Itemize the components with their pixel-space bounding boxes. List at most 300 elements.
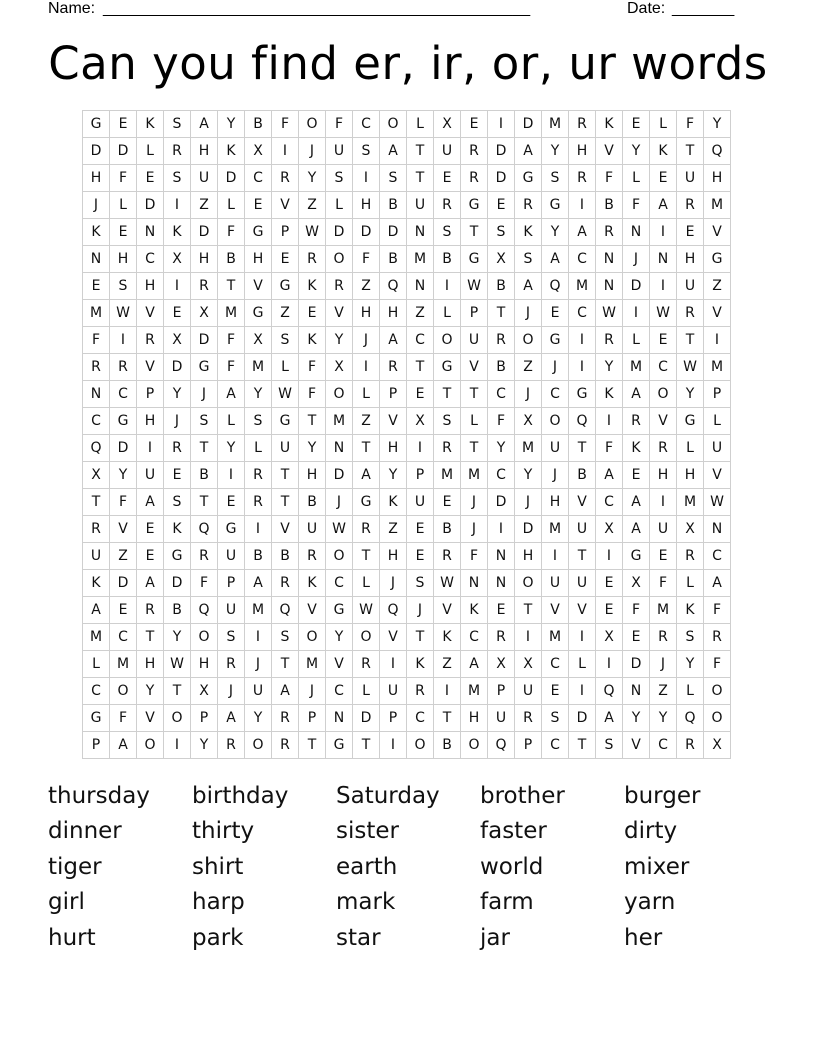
grid-cell[interactable]: M <box>83 624 110 651</box>
grid-cell[interactable]: I <box>434 678 461 705</box>
grid-cell[interactable]: D <box>515 111 542 138</box>
grid-cell[interactable]: X <box>596 624 623 651</box>
grid-cell[interactable]: O <box>110 678 137 705</box>
grid-cell[interactable]: X <box>326 354 353 381</box>
grid-cell[interactable]: U <box>218 543 245 570</box>
grid-cell[interactable]: O <box>299 111 326 138</box>
grid-cell[interactable]: S <box>272 624 299 651</box>
grid-cell[interactable]: C <box>83 678 110 705</box>
grid-cell[interactable]: V <box>704 219 731 246</box>
grid-cell[interactable]: M <box>542 516 569 543</box>
grid-cell[interactable]: R <box>650 435 677 462</box>
grid-cell[interactable]: I <box>596 408 623 435</box>
grid-cell[interactable]: P <box>137 381 164 408</box>
grid-cell[interactable]: Y <box>542 138 569 165</box>
grid-cell[interactable]: L <box>353 570 380 597</box>
grid-cell[interactable]: T <box>434 381 461 408</box>
grid-cell[interactable]: P <box>488 678 515 705</box>
grid-cell[interactable]: R <box>137 327 164 354</box>
grid-cell[interactable]: N <box>623 219 650 246</box>
grid-cell[interactable]: R <box>569 111 596 138</box>
grid-cell[interactable]: J <box>326 489 353 516</box>
grid-cell[interactable]: S <box>515 246 542 273</box>
grid-cell[interactable]: R <box>650 624 677 651</box>
grid-cell[interactable]: H <box>569 138 596 165</box>
grid-cell[interactable]: Z <box>272 300 299 327</box>
grid-cell[interactable]: I <box>164 273 191 300</box>
grid-cell[interactable]: J <box>407 597 434 624</box>
grid-cell[interactable]: E <box>407 543 434 570</box>
grid-cell[interactable]: W <box>596 300 623 327</box>
grid-cell[interactable]: Q <box>677 705 704 732</box>
grid-cell[interactable]: L <box>245 435 272 462</box>
grid-cell[interactable]: L <box>353 678 380 705</box>
grid-cell[interactable]: E <box>542 300 569 327</box>
grid-cell[interactable]: X <box>515 408 542 435</box>
grid-cell[interactable]: L <box>677 678 704 705</box>
grid-cell[interactable]: V <box>137 300 164 327</box>
grid-cell[interactable]: U <box>299 516 326 543</box>
grid-cell[interactable]: C <box>542 381 569 408</box>
grid-cell[interactable]: M <box>83 300 110 327</box>
grid-cell[interactable]: L <box>677 435 704 462</box>
grid-cell[interactable]: H <box>704 165 731 192</box>
grid-cell[interactable]: Y <box>704 111 731 138</box>
grid-cell[interactable]: A <box>596 462 623 489</box>
grid-cell[interactable]: B <box>434 246 461 273</box>
grid-cell[interactable]: V <box>272 516 299 543</box>
grid-cell[interactable]: U <box>515 678 542 705</box>
grid-cell[interactable]: Z <box>353 408 380 435</box>
grid-cell[interactable]: E <box>407 381 434 408</box>
grid-cell[interactable]: N <box>461 570 488 597</box>
grid-cell[interactable]: S <box>164 111 191 138</box>
grid-cell[interactable]: G <box>272 273 299 300</box>
grid-cell[interactable]: K <box>677 597 704 624</box>
grid-cell[interactable]: R <box>218 732 245 759</box>
grid-cell[interactable]: I <box>137 435 164 462</box>
grid-cell[interactable]: R <box>704 624 731 651</box>
grid-cell[interactable]: Y <box>677 651 704 678</box>
grid-cell[interactable]: S <box>191 408 218 435</box>
grid-cell[interactable]: L <box>461 408 488 435</box>
grid-cell[interactable]: T <box>515 597 542 624</box>
grid-cell[interactable]: H <box>380 543 407 570</box>
grid-cell[interactable]: B <box>245 111 272 138</box>
grid-cell[interactable]: I <box>569 624 596 651</box>
grid-cell[interactable]: I <box>488 516 515 543</box>
grid-cell[interactable]: H <box>677 246 704 273</box>
grid-cell[interactable]: Y <box>218 435 245 462</box>
grid-cell[interactable]: C <box>569 246 596 273</box>
grid-cell[interactable]: C <box>353 111 380 138</box>
grid-cell[interactable]: S <box>380 165 407 192</box>
grid-cell[interactable]: L <box>623 327 650 354</box>
grid-cell[interactable]: K <box>515 219 542 246</box>
grid-cell[interactable]: G <box>704 246 731 273</box>
grid-cell[interactable]: D <box>164 354 191 381</box>
grid-cell[interactable]: D <box>623 651 650 678</box>
grid-cell[interactable]: F <box>623 192 650 219</box>
grid-cell[interactable]: Y <box>299 165 326 192</box>
grid-cell[interactable]: D <box>137 192 164 219</box>
grid-cell[interactable]: E <box>488 192 515 219</box>
grid-cell[interactable]: D <box>110 570 137 597</box>
grid-cell[interactable]: C <box>137 246 164 273</box>
grid-cell[interactable]: G <box>245 300 272 327</box>
grid-cell[interactable]: B <box>380 192 407 219</box>
grid-cell[interactable]: Y <box>110 462 137 489</box>
grid-cell[interactable]: I <box>569 678 596 705</box>
grid-cell[interactable]: R <box>569 165 596 192</box>
grid-cell[interactable]: Y <box>623 705 650 732</box>
grid-cell[interactable]: K <box>299 327 326 354</box>
grid-cell[interactable]: F <box>110 165 137 192</box>
grid-cell[interactable]: I <box>272 138 299 165</box>
grid-cell[interactable]: M <box>245 354 272 381</box>
grid-cell[interactable]: R <box>299 543 326 570</box>
grid-cell[interactable]: M <box>434 462 461 489</box>
grid-cell[interactable]: T <box>272 462 299 489</box>
grid-cell[interactable]: L <box>569 651 596 678</box>
grid-cell[interactable]: L <box>83 651 110 678</box>
grid-cell[interactable]: T <box>353 732 380 759</box>
grid-cell[interactable]: O <box>704 705 731 732</box>
grid-cell[interactable]: W <box>677 354 704 381</box>
grid-cell[interactable]: V <box>542 597 569 624</box>
grid-cell[interactable]: G <box>515 165 542 192</box>
grid-cell[interactable]: H <box>245 246 272 273</box>
grid-cell[interactable]: M <box>461 462 488 489</box>
grid-cell[interactable]: Y <box>488 435 515 462</box>
grid-cell[interactable]: K <box>623 435 650 462</box>
grid-cell[interactable]: U <box>272 435 299 462</box>
grid-cell[interactable]: J <box>461 489 488 516</box>
grid-cell[interactable]: A <box>380 138 407 165</box>
grid-cell[interactable]: U <box>407 192 434 219</box>
grid-cell[interactable]: D <box>569 705 596 732</box>
grid-cell[interactable]: N <box>407 273 434 300</box>
grid-cell[interactable]: B <box>299 489 326 516</box>
grid-cell[interactable]: M <box>218 300 245 327</box>
grid-cell[interactable]: N <box>407 219 434 246</box>
grid-cell[interactable]: V <box>272 192 299 219</box>
grid-cell[interactable]: I <box>245 624 272 651</box>
grid-cell[interactable]: A <box>515 138 542 165</box>
grid-cell[interactable]: T <box>461 219 488 246</box>
grid-cell[interactable]: P <box>272 219 299 246</box>
grid-cell[interactable]: Y <box>245 705 272 732</box>
grid-cell[interactable]: Z <box>353 273 380 300</box>
grid-cell[interactable]: U <box>434 138 461 165</box>
grid-cell[interactable]: D <box>515 516 542 543</box>
grid-cell[interactable]: D <box>326 219 353 246</box>
grid-cell[interactable]: U <box>137 462 164 489</box>
grid-cell[interactable]: M <box>704 354 731 381</box>
grid-cell[interactable]: E <box>488 597 515 624</box>
grid-cell[interactable]: R <box>191 273 218 300</box>
grid-cell[interactable]: A <box>569 219 596 246</box>
grid-cell[interactable]: J <box>515 300 542 327</box>
grid-cell[interactable]: Q <box>191 597 218 624</box>
grid-cell[interactable]: V <box>326 300 353 327</box>
grid-cell[interactable]: G <box>191 354 218 381</box>
grid-cell[interactable]: L <box>434 300 461 327</box>
grid-cell[interactable]: F <box>677 111 704 138</box>
grid-cell[interactable]: Q <box>272 597 299 624</box>
grid-cell[interactable]: W <box>704 489 731 516</box>
grid-cell[interactable]: J <box>83 192 110 219</box>
grid-cell[interactable]: M <box>704 192 731 219</box>
grid-cell[interactable]: Q <box>380 273 407 300</box>
grid-cell[interactable]: I <box>569 354 596 381</box>
grid-cell[interactable]: E <box>164 462 191 489</box>
grid-cell[interactable]: G <box>434 354 461 381</box>
grid-cell[interactable]: E <box>677 219 704 246</box>
grid-cell[interactable]: T <box>569 732 596 759</box>
grid-cell[interactable]: Z <box>299 192 326 219</box>
grid-cell[interactable]: H <box>137 408 164 435</box>
grid-cell[interactable]: E <box>110 597 137 624</box>
grid-cell[interactable]: F <box>704 597 731 624</box>
grid-cell[interactable]: O <box>326 246 353 273</box>
grid-cell[interactable]: A <box>650 192 677 219</box>
grid-cell[interactable]: C <box>650 732 677 759</box>
grid-cell[interactable]: R <box>110 354 137 381</box>
grid-cell[interactable]: P <box>191 705 218 732</box>
grid-cell[interactable]: R <box>596 327 623 354</box>
grid-cell[interactable]: M <box>623 354 650 381</box>
grid-cell[interactable]: I <box>380 651 407 678</box>
grid-cell[interactable]: G <box>272 408 299 435</box>
grid-cell[interactable]: A <box>191 111 218 138</box>
grid-cell[interactable]: L <box>704 408 731 435</box>
grid-cell[interactable]: J <box>164 408 191 435</box>
grid-cell[interactable]: H <box>677 462 704 489</box>
grid-cell[interactable]: R <box>218 651 245 678</box>
grid-cell[interactable]: A <box>596 705 623 732</box>
grid-cell[interactable]: V <box>380 408 407 435</box>
grid-cell[interactable]: A <box>623 489 650 516</box>
grid-cell[interactable]: N <box>650 246 677 273</box>
grid-cell[interactable]: R <box>434 192 461 219</box>
grid-cell[interactable]: C <box>596 489 623 516</box>
grid-cell[interactable]: O <box>407 732 434 759</box>
grid-cell[interactable]: D <box>488 138 515 165</box>
grid-cell[interactable]: Y <box>650 705 677 732</box>
grid-cell[interactable]: T <box>569 435 596 462</box>
grid-cell[interactable]: J <box>191 381 218 408</box>
grid-cell[interactable]: G <box>353 489 380 516</box>
grid-cell[interactable]: L <box>650 111 677 138</box>
grid-cell[interactable]: Y <box>623 138 650 165</box>
grid-cell[interactable]: B <box>488 273 515 300</box>
grid-cell[interactable]: O <box>245 732 272 759</box>
grid-cell[interactable]: Y <box>218 111 245 138</box>
grid-cell[interactable]: A <box>353 462 380 489</box>
grid-cell[interactable]: D <box>164 570 191 597</box>
grid-cell[interactable]: Q <box>704 138 731 165</box>
grid-cell[interactable]: F <box>272 111 299 138</box>
grid-cell[interactable]: U <box>245 678 272 705</box>
grid-cell[interactable]: V <box>299 597 326 624</box>
grid-cell[interactable]: U <box>191 165 218 192</box>
grid-cell[interactable]: I <box>569 192 596 219</box>
grid-cell[interactable]: J <box>218 678 245 705</box>
grid-cell[interactable]: R <box>272 732 299 759</box>
grid-cell[interactable]: A <box>137 570 164 597</box>
grid-cell[interactable]: J <box>461 516 488 543</box>
grid-cell[interactable]: G <box>326 732 353 759</box>
grid-cell[interactable]: X <box>434 111 461 138</box>
grid-cell[interactable]: W <box>164 651 191 678</box>
grid-cell[interactable]: G <box>83 705 110 732</box>
grid-cell[interactable]: S <box>218 624 245 651</box>
grid-cell[interactable]: K <box>596 111 623 138</box>
grid-cell[interactable]: W <box>461 273 488 300</box>
grid-cell[interactable]: U <box>542 570 569 597</box>
grid-cell[interactable]: T <box>83 489 110 516</box>
grid-cell[interactable]: H <box>650 462 677 489</box>
grid-cell[interactable]: E <box>407 516 434 543</box>
grid-cell[interactable]: E <box>650 327 677 354</box>
grid-cell[interactable]: E <box>623 111 650 138</box>
grid-cell[interactable]: U <box>569 516 596 543</box>
grid-cell[interactable]: L <box>137 138 164 165</box>
grid-cell[interactable]: F <box>596 165 623 192</box>
grid-cell[interactable]: E <box>110 219 137 246</box>
grid-cell[interactable]: S <box>110 273 137 300</box>
grid-cell[interactable]: G <box>542 327 569 354</box>
grid-cell[interactable]: O <box>515 570 542 597</box>
grid-cell[interactable]: B <box>488 354 515 381</box>
grid-cell[interactable]: Z <box>515 354 542 381</box>
grid-cell[interactable]: W <box>650 300 677 327</box>
grid-cell[interactable]: A <box>380 327 407 354</box>
grid-cell[interactable]: Y <box>299 435 326 462</box>
grid-cell[interactable]: Y <box>137 678 164 705</box>
grid-cell[interactable]: C <box>704 543 731 570</box>
grid-cell[interactable]: I <box>650 489 677 516</box>
grid-cell[interactable]: V <box>137 354 164 381</box>
grid-cell[interactable]: V <box>137 705 164 732</box>
grid-cell[interactable]: Z <box>650 678 677 705</box>
grid-cell[interactable]: M <box>677 489 704 516</box>
grid-cell[interactable]: G <box>218 516 245 543</box>
grid-cell[interactable]: I <box>704 327 731 354</box>
grid-cell[interactable]: A <box>83 597 110 624</box>
grid-cell[interactable]: Z <box>380 516 407 543</box>
grid-cell[interactable]: J <box>245 651 272 678</box>
grid-cell[interactable]: O <box>353 624 380 651</box>
grid-cell[interactable]: W <box>110 300 137 327</box>
grid-cell[interactable]: N <box>83 246 110 273</box>
grid-cell[interactable]: R <box>488 624 515 651</box>
grid-cell[interactable]: S <box>272 327 299 354</box>
grid-cell[interactable]: Y <box>515 462 542 489</box>
grid-cell[interactable]: T <box>677 327 704 354</box>
grid-cell[interactable]: R <box>272 705 299 732</box>
grid-cell[interactable]: V <box>704 462 731 489</box>
grid-cell[interactable]: X <box>245 327 272 354</box>
grid-cell[interactable]: I <box>596 543 623 570</box>
grid-cell[interactable]: E <box>434 165 461 192</box>
grid-cell[interactable]: B <box>380 246 407 273</box>
grid-cell[interactable]: R <box>245 489 272 516</box>
grid-cell[interactable]: R <box>353 516 380 543</box>
grid-cell[interactable]: Y <box>542 219 569 246</box>
grid-cell[interactable]: Q <box>542 273 569 300</box>
grid-cell[interactable]: O <box>704 678 731 705</box>
grid-cell[interactable]: C <box>488 381 515 408</box>
grid-cell[interactable]: T <box>218 273 245 300</box>
grid-cell[interactable]: T <box>353 435 380 462</box>
grid-cell[interactable]: T <box>677 138 704 165</box>
grid-cell[interactable]: M <box>299 651 326 678</box>
grid-cell[interactable]: V <box>569 597 596 624</box>
grid-cell[interactable]: F <box>704 651 731 678</box>
grid-cell[interactable]: S <box>434 408 461 435</box>
grid-cell[interactable]: E <box>596 597 623 624</box>
grid-cell[interactable]: M <box>542 111 569 138</box>
grid-cell[interactable]: I <box>164 732 191 759</box>
grid-cell[interactable]: T <box>191 435 218 462</box>
grid-cell[interactable]: K <box>218 138 245 165</box>
grid-cell[interactable]: R <box>515 192 542 219</box>
grid-cell[interactable]: F <box>488 408 515 435</box>
grid-cell[interactable]: N <box>596 273 623 300</box>
grid-cell[interactable]: C <box>407 705 434 732</box>
grid-cell[interactable]: D <box>353 219 380 246</box>
grid-cell[interactable]: S <box>326 165 353 192</box>
grid-cell[interactable]: B <box>191 462 218 489</box>
grid-cell[interactable]: K <box>380 489 407 516</box>
grid-cell[interactable]: F <box>218 219 245 246</box>
grid-cell[interactable]: G <box>677 408 704 435</box>
grid-cell[interactable]: V <box>596 138 623 165</box>
grid-cell[interactable]: H <box>542 489 569 516</box>
grid-cell[interactable]: I <box>650 273 677 300</box>
grid-cell[interactable]: C <box>110 624 137 651</box>
grid-cell[interactable]: U <box>83 543 110 570</box>
grid-cell[interactable]: H <box>353 192 380 219</box>
grid-cell[interactable]: M <box>326 408 353 435</box>
grid-cell[interactable]: F <box>218 327 245 354</box>
grid-cell[interactable]: C <box>326 678 353 705</box>
grid-cell[interactable]: V <box>380 624 407 651</box>
grid-cell[interactable]: H <box>461 705 488 732</box>
grid-cell[interactable]: Z <box>110 543 137 570</box>
grid-cell[interactable]: E <box>596 570 623 597</box>
grid-cell[interactable]: L <box>272 354 299 381</box>
grid-cell[interactable]: U <box>380 678 407 705</box>
grid-cell[interactable]: X <box>191 678 218 705</box>
grid-cell[interactable]: P <box>515 732 542 759</box>
grid-cell[interactable]: R <box>245 462 272 489</box>
date-field[interactable]: _______ <box>672 0 735 17</box>
grid-cell[interactable]: F <box>650 570 677 597</box>
grid-cell[interactable]: U <box>677 165 704 192</box>
grid-cell[interactable]: Q <box>569 408 596 435</box>
grid-cell[interactable]: C <box>110 381 137 408</box>
grid-cell[interactable]: I <box>245 516 272 543</box>
grid-cell[interactable]: R <box>299 246 326 273</box>
grid-cell[interactable]: T <box>299 732 326 759</box>
grid-cell[interactable]: O <box>164 705 191 732</box>
grid-cell[interactable]: K <box>137 111 164 138</box>
grid-cell[interactable]: L <box>677 570 704 597</box>
grid-cell[interactable]: N <box>326 435 353 462</box>
